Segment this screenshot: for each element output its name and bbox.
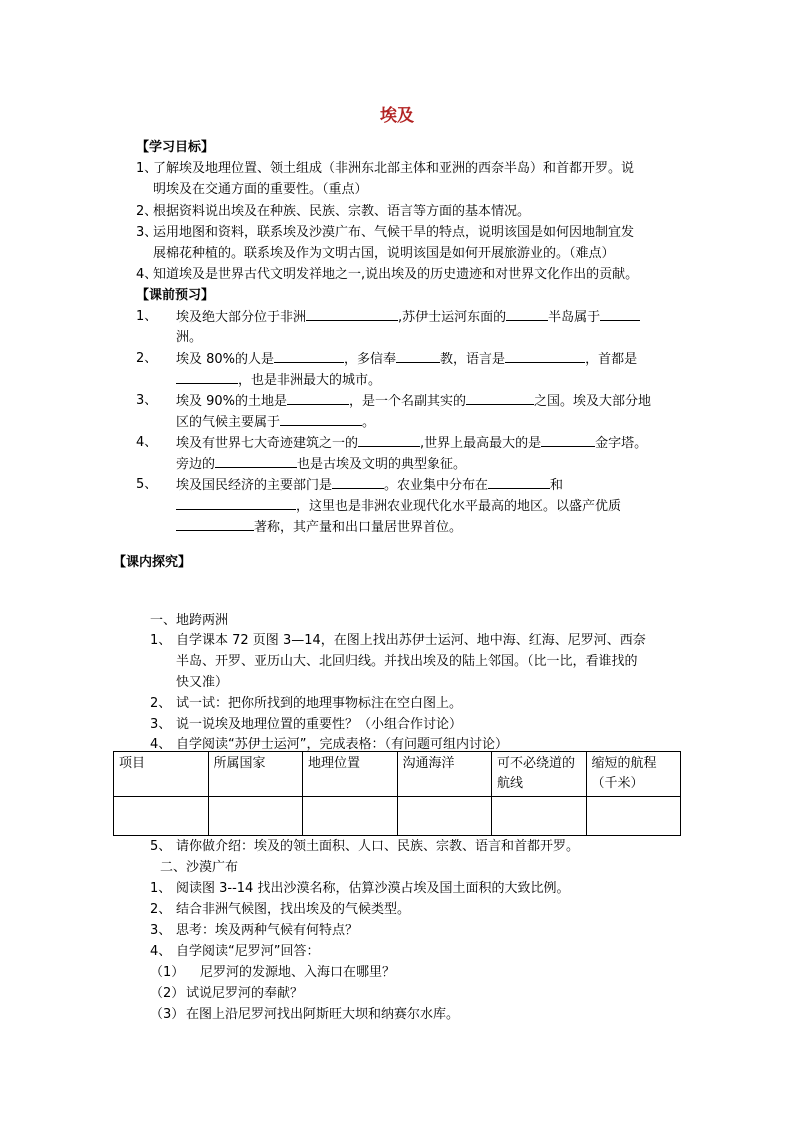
s2-sub-num-2: （2） [150, 986, 185, 1001]
table-cell[interactable] [114, 797, 209, 836]
table-header-cell: 可不必绕道的航线 [492, 752, 587, 797]
s2-item-4-text: 自学阅读“尼罗河”回答： [176, 944, 320, 959]
preview-num-2: 2、 [136, 351, 158, 366]
preview-q4-line-2 [176, 453, 466, 475]
answer-blank[interactable] [287, 390, 349, 405]
s2-item-num-3: 3、 [150, 923, 172, 938]
preview-q2-text-d: ，首都是 [585, 352, 638, 367]
preview-q5-text-b: 。农业集中分布在 [384, 478, 489, 493]
s2-sub-num-1: （1） [150, 965, 185, 980]
objectives-heading: 【学习目标】 [136, 140, 215, 155]
preview-num-4: 4、 [136, 435, 158, 450]
preview-q4-text-b: ,世界上最高最大的是 [420, 436, 542, 451]
table-cell[interactable] [397, 797, 492, 836]
table-header-cell: 项目 [114, 752, 209, 797]
s1-item-3-line-1: 说一说埃及地理位置的重要性？（小组合作讨论） [176, 717, 463, 732]
preview-q5-text-d: ，这里也是非洲农业现代化水平最高的地区。以盛产优质 [296, 499, 622, 514]
preview-num-1: 1、 [136, 309, 158, 324]
preview-q3-text-a: 埃及 90%的土地是 [176, 394, 288, 409]
answer-blank[interactable] [541, 432, 595, 447]
preview-q2-text-b: ，多信奉 [344, 352, 397, 367]
table-cell[interactable] [586, 797, 681, 836]
preview-q1-text-a: 埃及绝大部分位于非洲 [176, 310, 307, 325]
answer-blank[interactable] [176, 495, 296, 510]
preview-q3-text-d: 区的气候主要属于 [176, 415, 281, 430]
s1-item-1-line-2: 半岛、开罗、亚历山大、北回归线。并找出埃及的陆上邻国。（比一比，看谁找的 [176, 654, 638, 669]
preview-q1-text-c: 半岛属于 [548, 310, 601, 325]
s2-item-1-text: 阅读图 3--14 找出沙漠名称，估算沙漠占埃及国土面积的大致比例。 [176, 881, 570, 896]
table-header-cell: 沟通海洋 [397, 752, 492, 797]
answer-blank[interactable] [274, 348, 344, 363]
preview-q3-line-2 [176, 411, 375, 433]
answer-blank[interactable] [215, 453, 297, 468]
preview-q5-line-3 [176, 516, 462, 538]
s1-item-2-line-1: 试一试：把你所找到的地理事物标注在空白图上。 [176, 696, 463, 711]
table-header-cell: 缩短的航程（千米） [586, 752, 681, 797]
preview-q3-text-e: 。 [362, 415, 376, 430]
s2-item-num-1: 1、 [150, 881, 172, 896]
preview-q1-line-1 [176, 306, 640, 328]
s2-sub-1-text: 尼罗河的发源地、入海口在哪里？ [200, 965, 396, 980]
s1-item-1-line-1: 自学课本 72 页图 3—14，在图上找出苏伊士运河、地中海、红海、尼罗河、西奈 [176, 633, 646, 648]
section2-title: 二、沙漠广布 [160, 860, 239, 875]
s2-sub-num-3: （3） [150, 1007, 185, 1022]
answer-blank[interactable] [506, 306, 548, 321]
s2-sub-3-text: 在图上沿尼罗河找出阿斯旺大坝和纳赛尔水库。 [186, 1007, 460, 1022]
answer-blank[interactable] [332, 474, 384, 489]
table-header-row [114, 752, 681, 797]
table-row [114, 797, 681, 836]
preview-q2-text-e: ，也是非洲最大的城市。 [238, 373, 382, 388]
preview-q3-text-b: ，是一个名副其实的 [349, 394, 467, 409]
objective-1-line-1: 了解埃及地理位置、领土组成（非洲东北部主体和亚洲的西奈半岛）和首都开罗。说 [153, 161, 635, 176]
answer-blank[interactable] [505, 348, 585, 363]
preview-q4-line-1 [176, 432, 647, 454]
s1-item-num-4: 4、 [150, 737, 172, 752]
preview-q4-text-c: 金字塔。 [595, 436, 648, 451]
preview-q4-text-e: 也是古埃及文明的典型象征。 [297, 457, 467, 472]
objective-1-line-2: 明埃及在交通方面的重要性。（重点） [153, 182, 368, 197]
objective-3-line-2: 展棉花种植的。联系埃及作为文明古国，说明该国是如何开展旅游业的。（难点） [153, 246, 615, 261]
answer-blank[interactable] [358, 432, 420, 447]
answer-blank[interactable] [306, 306, 398, 321]
s1-item-1-line-3: 快又准） [176, 675, 229, 690]
preview-q1-text-b: ,苏伊士运河东面的 [398, 310, 507, 325]
preview-q4-text-d: 旁边的 [176, 457, 216, 472]
table-cell[interactable] [492, 797, 587, 836]
answer-blank[interactable] [600, 306, 640, 321]
preview-q1-text-d: 洲。 [176, 330, 203, 345]
table-header-cell: 所属国家 [208, 752, 303, 797]
answer-blank[interactable] [176, 369, 238, 384]
preview-q2-line-1 [176, 348, 637, 370]
s1-item-4-line-1: 自学阅读“苏伊士运河”，完成表格：（有问题可组内讨论） [176, 737, 508, 752]
answer-blank[interactable] [466, 390, 534, 405]
preview-num-5: 5、 [136, 477, 158, 492]
objective-num-1: 1、 [136, 161, 158, 176]
preview-q2-line-2 [176, 369, 381, 391]
s1-item-num-5: 5、 [150, 839, 172, 854]
preview-q2-text-c: 教，语言是 [440, 352, 506, 367]
s2-item-num-4: 4、 [150, 944, 172, 959]
objective-2-line-1: 根据资料说出埃及在种族、民族、宗教、语言等方面的基本情况。 [153, 204, 531, 219]
answer-blank[interactable] [280, 411, 362, 426]
preview-q2-text-a: 埃及 80%的人是 [176, 352, 275, 367]
s1-item-num-3: 3、 [150, 717, 172, 732]
preview-q5-text-a: 埃及国民经济的主要部门是 [176, 478, 333, 493]
preview-num-3: 3、 [136, 393, 158, 408]
table-cell[interactable] [303, 797, 398, 836]
section1-title: 一、地跨两洲 [150, 613, 229, 628]
table-cell[interactable] [208, 797, 303, 836]
preview-q5-text-e: 著称，其产量和出口量居世界首位。 [254, 520, 463, 535]
objective-num-2: 2、 [136, 204, 158, 219]
s1-item-num-2: 2、 [150, 696, 172, 711]
preview-q5-text-c: 和 [550, 478, 564, 493]
page-title: 埃及 [380, 106, 414, 126]
objective-num-4: 4、 [136, 267, 158, 282]
s2-item-num-2: 2、 [150, 902, 172, 917]
s1-item-5-text: 请你做介绍：埃及的领土面积、人口、民族、宗教、语言和首都开罗。 [176, 839, 580, 854]
objective-4-line-1: 知道埃及是世界古代文明发祥地之一,说出埃及的历史遗迹和对世界文化作出的贡献。 [153, 267, 639, 282]
preview-q4-text-a: 埃及有世界七大奇迹建筑之一的 [176, 436, 359, 451]
s2-sub-2-text: 试说尼罗河的奉献？ [186, 986, 304, 1001]
preview-q5-line-2 [176, 495, 621, 517]
answer-blank[interactable] [396, 348, 440, 363]
answer-blank[interactable] [176, 516, 254, 531]
s1-item-num-1: 1、 [150, 633, 172, 648]
preview-q5-line-1 [176, 474, 563, 496]
preview-heading: 【课前预习】 [136, 288, 215, 303]
explore-heading: 【课内探究】 [113, 555, 192, 570]
s2-item-3-text: 思考：埃及两种气候有何特点？ [176, 923, 359, 938]
preview-q3-text-c: 之国。埃及大部分地 [534, 394, 652, 409]
answer-blank[interactable] [488, 474, 550, 489]
suez-canal-table [113, 751, 681, 836]
table-header-cell: 地理位置 [303, 752, 398, 797]
preview-q3-line-1 [176, 390, 651, 412]
s2-item-2-text: 结合非洲气候图，找出埃及的气候类型。 [176, 902, 411, 917]
objective-3-line-1: 运用地图和资料，联系埃及沙漠广布、气候干旱的特点，说明该国是如何因地制宜发 [153, 225, 635, 240]
objective-num-3: 3、 [136, 225, 158, 240]
